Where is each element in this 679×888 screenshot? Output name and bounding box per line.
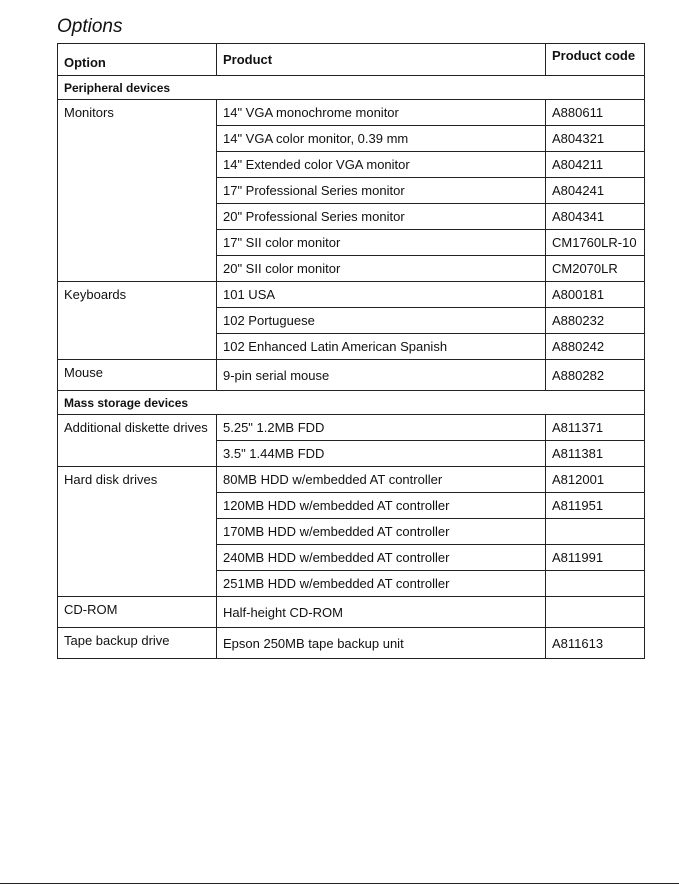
table-header-row (58, 44, 645, 76)
product-code-cell: A804321 (546, 126, 645, 152)
product-code-cell: A880282 (546, 360, 645, 391)
table-row (58, 628, 645, 659)
header-option: Option (58, 44, 217, 76)
option-cell: Additional diskette drives (58, 415, 217, 467)
section-heading: Peripheral devices (58, 76, 645, 100)
option-cell: Hard disk drives (58, 467, 217, 597)
table-row (58, 100, 645, 126)
product-cell: 14" VGA color monitor, 0.39 mm (217, 126, 546, 152)
product-code-cell (546, 597, 645, 628)
product-cell: 20" SII color monitor (217, 256, 546, 282)
product-code-cell: CM2070LR (546, 256, 645, 282)
product-cell: 240MB HDD w/embedded AT controller (217, 545, 546, 571)
table-row (58, 415, 645, 441)
product-code-cell: A811991 (546, 545, 645, 571)
product-code-cell: A804341 (546, 204, 645, 230)
product-cell: 80MB HDD w/embedded AT controller (217, 467, 546, 493)
table-row (58, 282, 645, 308)
product-code-cell: A811371 (546, 415, 645, 441)
option-cell: Mouse (58, 360, 217, 391)
product-code-cell: A804241 (546, 178, 645, 204)
table-row (58, 360, 645, 391)
product-cell: 17" Professional Series monitor (217, 178, 546, 204)
product-code-cell: CM1760LR-10 (546, 230, 645, 256)
product-cell: 14" VGA monochrome monitor (217, 100, 546, 126)
product-cell: 5.25" 1.2MB FDD (217, 415, 546, 441)
product-code-cell: A880232 (546, 308, 645, 334)
option-cell: CD-ROM (58, 597, 217, 628)
section-row (58, 76, 645, 100)
product-code-cell: A880242 (546, 334, 645, 360)
option-cell: Keyboards (58, 282, 217, 360)
product-code-cell: A811381 (546, 441, 645, 467)
product-code-cell: A804211 (546, 152, 645, 178)
product-code-cell: A811951 (546, 493, 645, 519)
product-cell: 20" Professional Series monitor (217, 204, 546, 230)
product-cell: 251MB HDD w/embedded AT controller (217, 571, 546, 597)
table-row (58, 467, 645, 493)
section-heading: Mass storage devices (58, 391, 645, 415)
section-row (58, 391, 645, 415)
option-cell: Monitors (58, 100, 217, 282)
product-cell: Half-height CD-ROM (217, 597, 546, 628)
product-code-cell (546, 519, 645, 545)
footer-rule (0, 883, 679, 884)
product-code-cell: A800181 (546, 282, 645, 308)
option-cell: Tape backup drive (58, 628, 217, 659)
product-code-cell: A880611 (546, 100, 645, 126)
table-row (58, 597, 645, 628)
header-product: Product (217, 44, 546, 76)
product-cell: 101 USA (217, 282, 546, 308)
product-cell: 170MB HDD w/embedded AT controller (217, 519, 546, 545)
product-cell: 14" Extended color VGA monitor (217, 152, 546, 178)
product-cell: 102 Portuguese (217, 308, 546, 334)
product-code-cell: A811613 (546, 628, 645, 659)
product-code-cell (546, 571, 645, 597)
product-cell: 102 Enhanced Latin American Spanish (217, 334, 546, 360)
options-table (57, 43, 645, 659)
product-cell: 9-pin serial mouse (217, 360, 546, 391)
page-title: Options (57, 16, 123, 37)
product-code-cell: A812001 (546, 467, 645, 493)
product-cell: 120MB HDD w/embedded AT controller (217, 493, 546, 519)
header-product-code: Product code (546, 44, 645, 76)
product-cell: 3.5" 1.44MB FDD (217, 441, 546, 467)
product-cell: Epson 250MB tape backup unit (217, 628, 546, 659)
product-cell: 17" SII color monitor (217, 230, 546, 256)
